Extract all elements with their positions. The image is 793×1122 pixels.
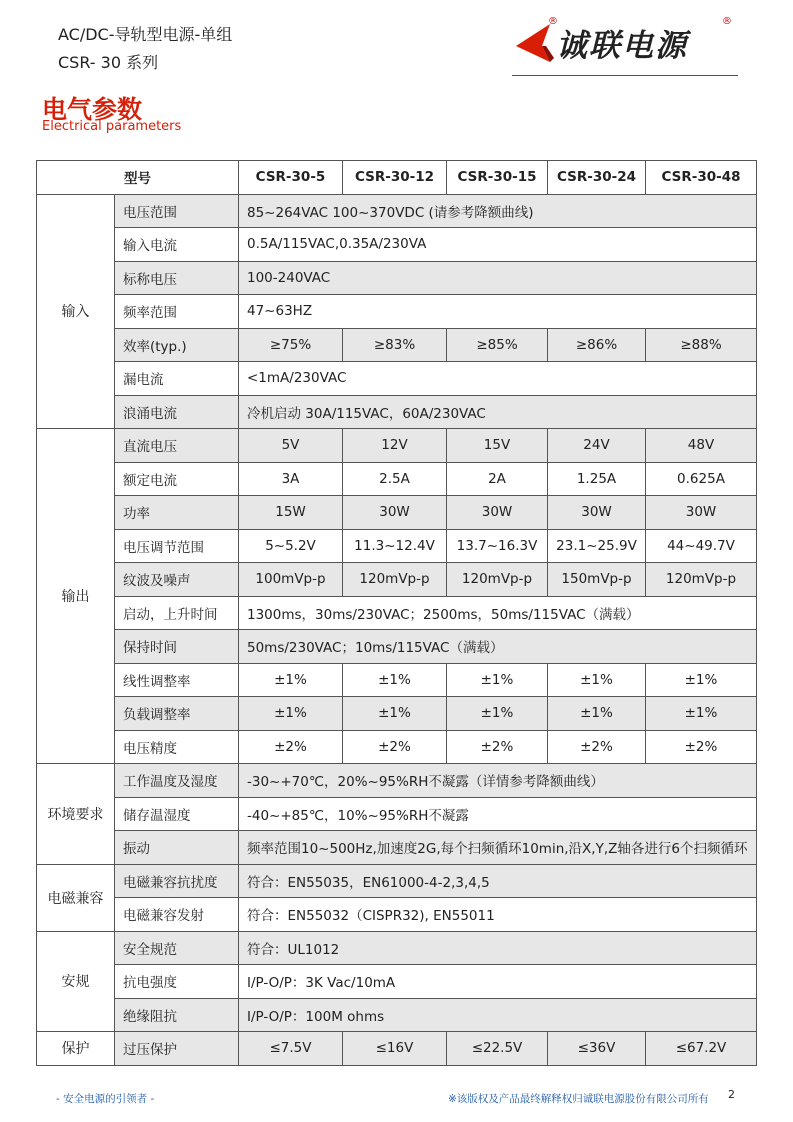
param-label: 浪涌电流 (115, 395, 239, 429)
param-value: ±1% (343, 697, 447, 731)
param-value: 2.5A (343, 462, 447, 496)
model-name: CSR-30-12 (343, 161, 447, 195)
param-value: 11.3~12.4V (343, 529, 447, 563)
param-value: ±1% (548, 697, 646, 731)
param-value: ±1% (646, 663, 757, 697)
param-value: 100mVp-p (239, 563, 343, 597)
param-label: 频率范围 (115, 295, 239, 329)
param-value: ≤22.5V (447, 1032, 548, 1066)
param-value: 符合：UL1012 (239, 931, 757, 965)
group-label: 保护 (37, 1032, 115, 1066)
param-value: 24V (548, 429, 646, 463)
table-row (37, 261, 757, 295)
param-value: -40~+85℃，10%~95%RH不凝露 (239, 797, 757, 831)
param-label: 工作温度及湿度 (115, 764, 239, 798)
table-row (37, 663, 757, 697)
table-row (37, 898, 757, 932)
param-value: 2A (447, 462, 548, 496)
section-title: 电气参数 (42, 95, 143, 124)
param-value: 1.25A (548, 462, 646, 496)
section-subtitle: Electrical parameters (42, 119, 182, 134)
model-name: CSR-30-48 (646, 161, 757, 195)
param-value: 85~264VAC 100~370VDC (请参考降额曲线) (239, 194, 757, 228)
param-value: ≥83% (343, 328, 447, 362)
table-row (37, 228, 757, 262)
table-row (37, 797, 757, 831)
param-value: ±1% (239, 663, 343, 697)
param-value: 冷机启动 30A/115VAC，60A/230VAC (239, 395, 757, 429)
param-value: 23.1~25.9V (548, 529, 646, 563)
param-value: 0.5A/115VAC,0.35A/230VA (239, 228, 757, 262)
model-header: 型号 (37, 161, 239, 195)
table-row (37, 563, 757, 597)
table-row (37, 764, 757, 798)
table-row (37, 931, 757, 965)
footer-slogan: - 安全电源的引领者 - (56, 1093, 155, 1105)
param-label: 漏电流 (115, 362, 239, 396)
param-value: 50ms/230VAC；10ms/115VAC（满载） (239, 630, 757, 664)
param-label: 电压调节范围 (115, 529, 239, 563)
param-value: 47~63HZ (239, 295, 757, 329)
logo-chevron-icon (512, 22, 556, 66)
param-value: 5V (239, 429, 343, 463)
param-value: 30W (447, 496, 548, 530)
param-label: 效率(typ.) (115, 328, 239, 362)
param-value: 频率范围10~500Hz,加速度2G,每个扫频循环10min,沿X,Y,Z轴各进行6个扫频循环 (239, 831, 757, 865)
param-label: 输入电流 (115, 228, 239, 262)
table-row (37, 395, 757, 429)
param-value: ±2% (343, 730, 447, 764)
param-value: 48V (646, 429, 757, 463)
group-label: 环境要求 (37, 764, 115, 865)
param-label: 抗电强度 (115, 965, 239, 999)
param-label: 过压保护 (115, 1032, 239, 1066)
param-label: 储存温湿度 (115, 797, 239, 831)
table-row (37, 864, 757, 898)
page-number: 2 (728, 1088, 735, 1101)
param-value: ±1% (447, 697, 548, 731)
param-value: 15W (239, 496, 343, 530)
param-value: ≤7.5V (239, 1032, 343, 1066)
param-value: ±1% (447, 663, 548, 697)
table-row (37, 965, 757, 999)
table-row (37, 730, 757, 764)
group-label: 输出 (37, 429, 115, 764)
header-divider (512, 75, 738, 76)
param-label: 负载调整率 (115, 697, 239, 731)
table-row (37, 462, 757, 496)
param-value: ±2% (239, 730, 343, 764)
param-label: 绝缘阻抗 (115, 998, 239, 1032)
param-value: ≥86% (548, 328, 646, 362)
param-label: 额定电流 (115, 462, 239, 496)
table-row (37, 529, 757, 563)
doc-series: CSR- 30 系列 (58, 53, 159, 72)
param-value: 15V (447, 429, 548, 463)
param-value: ≤36V (548, 1032, 646, 1066)
param-value: ±1% (646, 697, 757, 731)
param-value: 30W (646, 496, 757, 530)
param-value: 120mVp-p (343, 563, 447, 597)
registered-mark: ® (548, 16, 558, 27)
group-label: 输入 (37, 194, 115, 429)
param-value: I/P-O/P：100M ohms (239, 998, 757, 1032)
param-value: ±2% (548, 730, 646, 764)
brand-logo (512, 16, 742, 66)
param-value: 30W (343, 496, 447, 530)
table-row (37, 429, 757, 463)
param-value: ≤16V (343, 1032, 447, 1066)
param-value: I/P-O/P：3K Vac/10mA (239, 965, 757, 999)
param-value: 150mVp-p (548, 563, 646, 597)
param-value: 0.625A (646, 462, 757, 496)
param-value: 30W (548, 496, 646, 530)
param-value: ≤67.2V (646, 1032, 757, 1066)
param-value: <1mA/230VAC (239, 362, 757, 396)
group-label: 电磁兼容 (37, 864, 115, 931)
table-row (37, 362, 757, 396)
table-row (37, 596, 757, 630)
param-value: ≥85% (447, 328, 548, 362)
table-row (37, 1032, 757, 1066)
table-row (37, 697, 757, 731)
spec-table (36, 160, 757, 1066)
param-value: 120mVp-p (646, 563, 757, 597)
table-row (37, 496, 757, 530)
param-label: 电压范围 (115, 194, 239, 228)
logo-text: 诚联电源 (556, 28, 688, 64)
table-row (37, 630, 757, 664)
param-value: 符合：EN55032（CISPR32), EN55011 (239, 898, 757, 932)
param-value: ≥75% (239, 328, 343, 362)
param-label: 启动，上升时间 (115, 596, 239, 630)
param-label: 保持时间 (115, 630, 239, 664)
param-value: ±2% (447, 730, 548, 764)
param-label: 振动 (115, 831, 239, 865)
footer-copyright: ※该版权及产品最终解释权归诚联电源股份有限公司所有 (448, 1093, 709, 1105)
table-row (37, 328, 757, 362)
model-name: CSR-30-5 (239, 161, 343, 195)
param-label: 电磁兼容抗扰度 (115, 864, 239, 898)
param-value: 符合：EN55035，EN61000-4-2,3,4,5 (239, 864, 757, 898)
param-value: ≥88% (646, 328, 757, 362)
param-value: ±1% (239, 697, 343, 731)
registered-mark: ® (722, 16, 732, 27)
table-row (37, 998, 757, 1032)
param-label: 纹波及噪声 (115, 563, 239, 597)
table-row (37, 831, 757, 865)
param-value: 13.7~16.3V (447, 529, 548, 563)
param-value: -30~+70℃，20%~95%RH不凝露（详情参考降额曲线） (239, 764, 757, 798)
param-value: 5~5.2V (239, 529, 343, 563)
param-value: ±2% (646, 730, 757, 764)
param-value: ±1% (548, 663, 646, 697)
param-label: 直流电压 (115, 429, 239, 463)
param-value: 3A (239, 462, 343, 496)
param-value: 44~49.7V (646, 529, 757, 563)
table-row (37, 295, 757, 329)
param-value: ±1% (343, 663, 447, 697)
param-value: 100-240VAC (239, 261, 757, 295)
param-label: 功率 (115, 496, 239, 530)
doc-category: AC/DC-导轨型电源-单组 (58, 25, 233, 44)
table-header-row (37, 161, 757, 195)
param-label: 电磁兼容发射 (115, 898, 239, 932)
param-value: 120mVp-p (447, 563, 548, 597)
param-label: 标称电压 (115, 261, 239, 295)
group-label: 安规 (37, 931, 115, 1032)
param-value: 12V (343, 429, 447, 463)
table-row (37, 194, 757, 228)
param-label: 线性调整率 (115, 663, 239, 697)
model-name: CSR-30-24 (548, 161, 646, 195)
model-name: CSR-30-15 (447, 161, 548, 195)
param-label: 安全规范 (115, 931, 239, 965)
param-value: 1300ms，30ms/230VAC；2500ms，50ms/115VAC（满载） (239, 596, 757, 630)
param-label: 电压精度 (115, 730, 239, 764)
